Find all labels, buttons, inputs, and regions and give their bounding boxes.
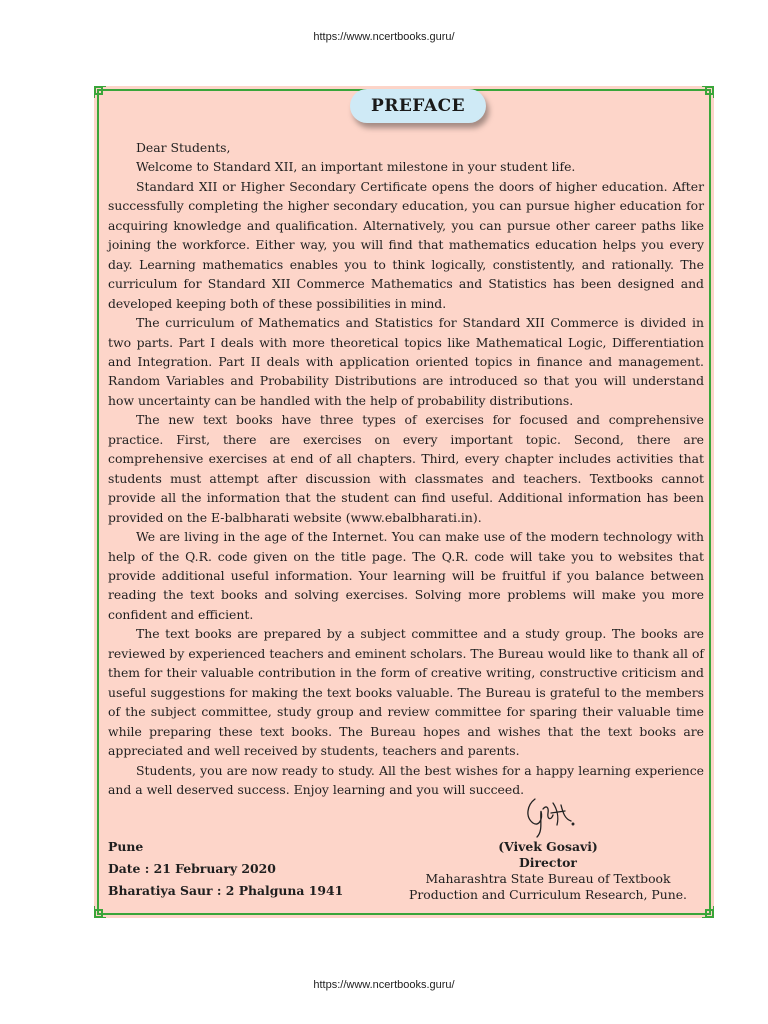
preface-frame (94, 86, 714, 918)
organization-line-2: Production and Curriculum Research, Pune. (409, 887, 687, 902)
saur-date-label: Bharatiya Saur : 2 Phalguna 1941 (108, 883, 344, 898)
paragraph-closing: Students, you are now ready to study. All the best wishes for a happy learning experience and a well deserved success. Enjoy learning and you will succeed. (108, 762, 704, 797)
source-url-bottom[interactable]: https://www.ncertbooks.guru/ (313, 979, 455, 991)
paragraph-internet: We are living in the age of the Internet. You can make use of the modern technology with help of the Q.R. code given on the title page. The Q.R. code will take you to websites that provide additional useful information. Your learning will be fruitful if you balance between reading the text books and solving exercises. Solving more problems will make you more confident and efficient. (108, 529, 704, 622)
paragraph-higher-secondary: Standard XII or Higher Secondary Certificate opens the doors of higher education. After successfully completing the higher secondary education, you can pursue higher education for acquiring knowledge and qualification. Alternatively, you can pursue other career paths like joining the workforce. Either way, you will find that mathematics education helps you every day. Learning mathematics enables you to think logically, constistently, and rationally. The curriculum for Standard XII Commerce Mathematics and Statistics has been designed and developed keeping both of these possibilities in mind. (108, 178, 704, 311)
paragraph-welcome: Welcome to Standard XII, an important milestone in your student life. (136, 159, 576, 175)
signature-image (513, 791, 583, 839)
preface-body (108, 138, 704, 799)
signature-block (390, 791, 706, 903)
source-url-top[interactable]: https://www.ncertbooks.guru/ (313, 31, 455, 43)
paragraph-committee: The text books are prepared by a subject committee and a study group. The books are reviewed by experienced teachers and eminent scholars. The Bureau would like to thank all of them for their valuable contribution in the form of creative writing, constructive criticism and useful suggestions for making the text books valuable. The Bureau is grateful to the members of the subject committee, study group and review committee for sparing their valuable time while preparing these text books. The Bureau hopes and wishes that the text books are appreciated and well received by students, teachers and parents. (108, 626, 704, 759)
paragraph-salutation: Dear Students, (136, 140, 231, 155)
page-title: PREFACE (350, 89, 486, 123)
signatory-role: Director (519, 855, 577, 870)
place-date-block (108, 836, 343, 902)
paragraph-curriculum: The curriculum of Mathematics and Statistics for Standard XII Commerce is divided in two parts. Part I deals with more theoretical topics like Mathematical Logic, Differentiation and Integration. Part II deals with application oriented topics in finance and management. Random Variables and Probability Distributions are introduced so that you will understand how uncertainty can be handled with the help of probability distributions. (108, 315, 704, 408)
date-label: Date : 21 February 2020 (108, 861, 276, 876)
paragraph-exercises: The new text books have three types of exercises for focused and comprehensive practice. First, there are exercises on every important topic. Second, there are comprehensive exercises at end of all chapters. Third, every chapter includes activities that students must attempt after discussion with classmates and teachers. Textbooks cannot provide all the information that the student can find useful. Additional information has been provided on the E-balbharati website (www.ebalbharati.in). (108, 412, 704, 525)
organization-line-1: Maharashtra State Bureau of Textbook (425, 871, 671, 886)
signatory-name: (Vivek Gosavi) (498, 839, 598, 854)
place-label: Pune (108, 839, 144, 854)
